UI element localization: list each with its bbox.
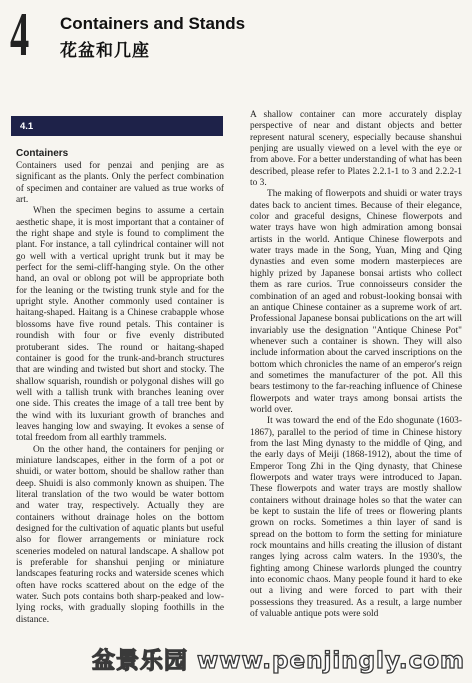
chapter-title-chinese: 花盆和几座 (60, 41, 150, 61)
section-subheading: Containers (16, 148, 69, 159)
site-watermark: 盆景乐园 www.penjingly.com (92, 648, 465, 674)
section-number-bar (11, 116, 223, 136)
left-column (16, 147, 224, 626)
right-column (250, 110, 462, 620)
section-number: 4.1 (20, 120, 34, 132)
chapter-number: 4 (10, 1, 27, 69)
right-paragraph-2: The making of flowerpots and shuidi or water trays dates back to ancient times. Because of their elegance, color and graceful designs, Chinese flowerpots and water trays have won high admiration among bonsai artists in the world. Antique Chinese flowerpots and water trays made in the Song, Yuan, Ming and Qing dynasties and even some modern masterpieces are highly prized by Japanese bonsai artists who collect them as rare curios. True connoisseurs consider the combination of an aged and robust-looking bonsai with an antique Chinese container as a supreme work of art. Professional Japanese bonsai publications on the art will invariably use the designation "Antique Chinese Pot" whenever such a container is shown. They will also include information about the carved inscriptions on the bottom which chronicles the name of an emperor's reign and sometimes the manufacturer of the pot. All this bears testimony to the far-reaching influence of Chinese flowerpots and water trays among bonsai artists the world over. (250, 189, 462, 415)
right-paragraph-3: It was toward the end of the Edo shogunate (1603-1867), parallel to the period of time in Chinese history from the last Ming dynasty to the middle of Qing, and the early days of Meiji (1868-1912), about the time of Emperor Tong Zhi in the Qing dynasty, that Chinese flowerpots and water trays were introduced to Japan. These flowerpots and water trays are mostly shallow containers without drainage holes so that the water can be kept to sustain the life of trees or flowering plants grown on rocks. Sometimes a thin layer of sand is spread on the bottom to form the setting for miniature rock mountains and hills creating the illusion of distant ranges lying across calm waters. In the 1930's, the fighting among Chinese warlords plunged the country into economic chaos. Many people found it hard to eke out a living and were forced to part with their possessions they treasured. As a result, a large number of valuable antique pots were sold (250, 416, 462, 620)
left-paragraph-1: Containers used for penzai and penjing are as significant as the plants. Only the perfect combination of specimen and container are valued as true works of art. (16, 161, 224, 206)
chapter-title: Containers and Stands (60, 14, 246, 33)
left-paragraph-3: On the other hand, the containers for penjing or miniature landscapes, either in the form of a pot or shuidi, or water bottom, should be shallow rather than deep. Shuidi is also commonly known as shuipen. The literal translation of the two would be water bottom and water tray, respectively. Actually they are containers without drainage holes on the bottom designed for the cultivation of aquatic plants but useful also for flower arrangements or miniature rock sceneries modeled on natural landscape. A shallow pot is preferable for shanshui penjing or miniature landscapes featuring rocks and waterside scenes which often have rocks scattered about on the edge of the water. Such pots contains both sharp-peaked and low-lying rocks, with gradually sloping foothills in the distance. (16, 444, 224, 625)
left-paragraph-2: When the specimen begins to assume a certain aesthetic shape, it is most important that a container of the right shape and style is found to compliment the plant. For instance, a tall cylindrical container will not go well with a vertical upright trunk but it may be perfect for the semi-cliff-hanging style. On the other hand, an oval or oblong pot will be appropriate both for the leaning or the twisting trunk style and for the upright style. Another commonly used container is haitang-shaped. Haitang is a Chinese crabapple whose blossoms have five round petals. This container is roundish with four or five evenly distributed protuberant sides. The round or haitang-shaped container is good for the trunk-and-branch structures that are winding and twisted but short and stocky. The shallow squarish, roundish or polygonal dishes will go well with a tallish trunk with branches leaning over one side. This creates the image of a tall tree bent by the wind with its luxuriant growth of branches and leaves hanging low and swaying. It evokes a sense of total freedom from all earthly trammels. (16, 206, 224, 444)
right-paragraph-1: A shallow container can more accurately display perspective of near and distant objects and better represent natural scenery, especially because shanshui penjing are usually viewed on a level with the eye or from above. For a better understanding of what has been described, please refer to Plates 2.2.1-1 to 3 and 2.2.2-1 to 3. (250, 110, 462, 189)
